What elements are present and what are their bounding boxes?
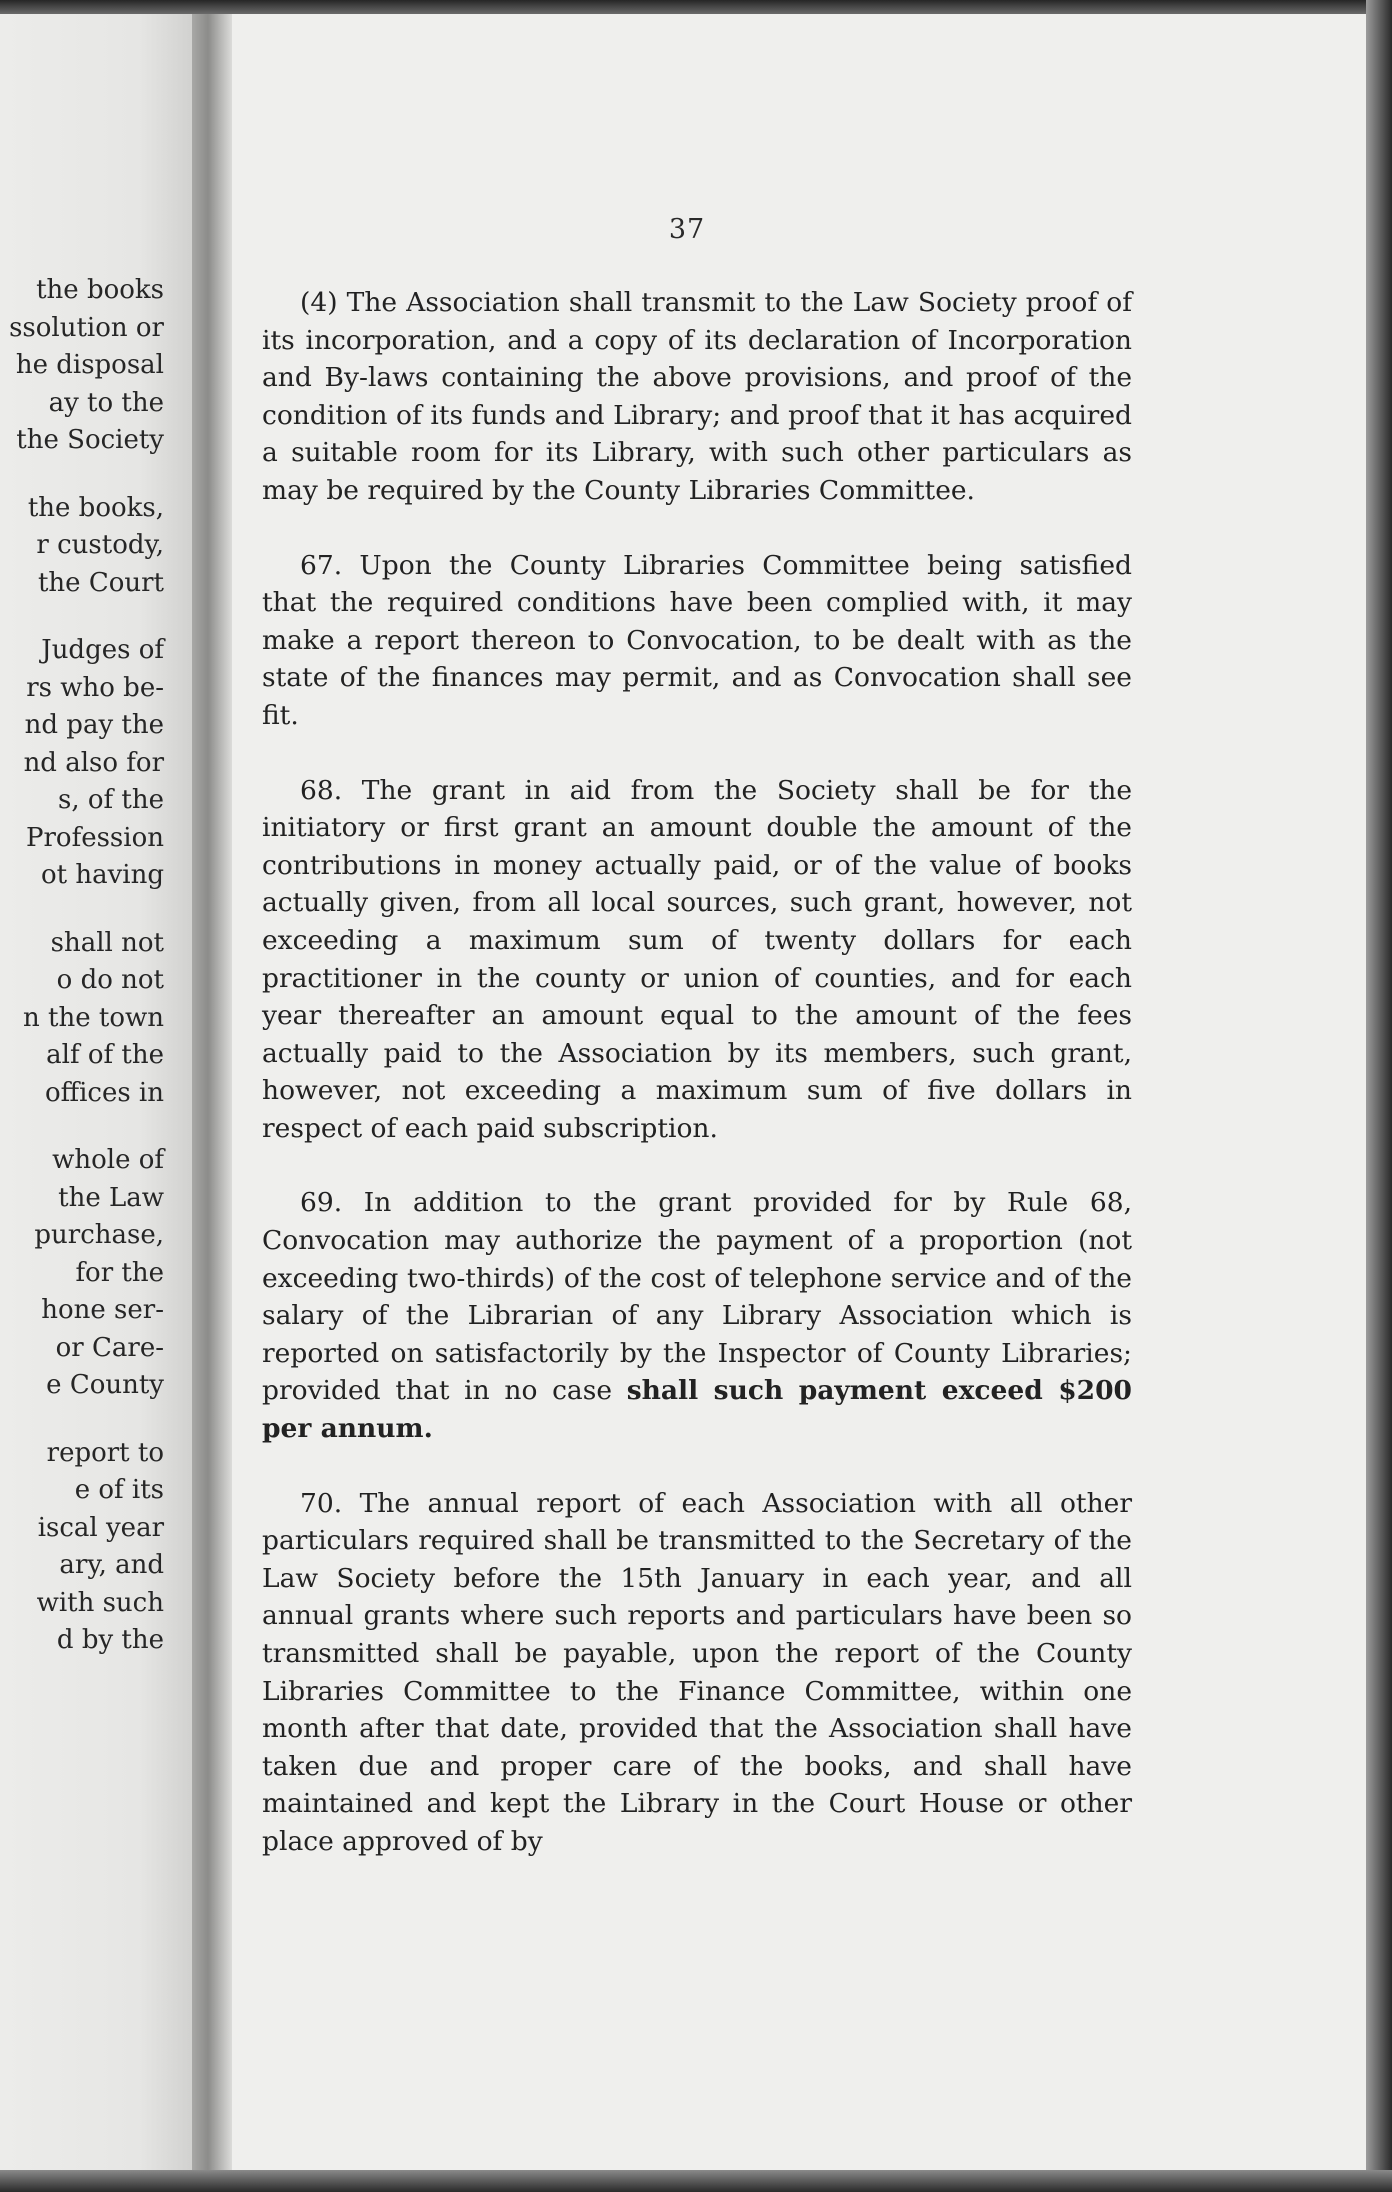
left-page-line: e County xyxy=(46,1370,164,1400)
left-page-line: with such xyxy=(36,1587,164,1618)
left-page-line: the Law xyxy=(58,1182,164,1213)
left-page-line: o do not xyxy=(56,965,164,995)
left-page-line: nd also for xyxy=(23,747,164,778)
left-page-line: the books xyxy=(36,275,164,305)
left-page-text xyxy=(0,272,164,1660)
left-page-gap xyxy=(0,460,164,490)
left-page-line: d by the xyxy=(56,1625,164,1655)
paragraph-rule-67: 67. Upon the County Libraries Committee being satisfied that the required conditions have been complied with, it may make a report thereon to Convocation, to be dealt with as the state of the finances may permit, and as Convocation shall see fit. xyxy=(262,549,1132,731)
left-page-line: rs who be- xyxy=(26,672,164,703)
left-page-line: the books, xyxy=(27,492,164,523)
left-page-line: nd pay the xyxy=(24,710,164,740)
scan-border-right xyxy=(1366,0,1392,2192)
left-page-line: or Care- xyxy=(55,1332,164,1363)
left-page-gap xyxy=(0,895,164,925)
paragraph-rule-68: 68. The grant in aid from the Society shall be for the initiatory or first grant an amount double the amount of the contributions in money actually paid, or of the value of books actually given, from all local sources, such grant, however, not exceeding a maximum sum of twenty dollars for each practitioner in the county or union of counties, and for each year thereafter an amount equal to the amount of the fees actually paid to the Association by its members, such grant, however, not exceeding a maximum sum of five dollars in respect of each paid subscription. xyxy=(262,774,1132,1144)
left-page-line: Judges of xyxy=(41,635,164,665)
left-page-line: ot having xyxy=(40,860,164,890)
left-page-line: hone ser- xyxy=(41,1295,164,1325)
left-page-line: offices in xyxy=(44,1077,164,1108)
left-page-line: he disposal xyxy=(15,350,164,380)
paragraph-rule-69-emphasis: shall such payment exceed $200 per annum. xyxy=(262,1375,1132,1445)
left-page-line: ay to the xyxy=(48,387,164,418)
paragraph-rule-66-4: (4) The Association shall transmit to the Law Society proof of its incorporation, and a copy of its declaration of Incorporation and By-laws containing the above provisions, and proof of the condition of its funds and Library; and proof that it has acquired a suitable room for its Library, with such other particulars as may be required by the County Libraries Committee. xyxy=(262,287,1132,506)
left-page-gap xyxy=(0,1405,164,1435)
left-page-line: alf of the xyxy=(46,1040,164,1070)
page-number: 37 xyxy=(668,214,706,245)
left-page-line: n the town xyxy=(23,1002,164,1033)
left-page-line: e of its xyxy=(74,1475,164,1505)
left-page-gap xyxy=(0,602,164,632)
left-page-line: the Court xyxy=(37,567,164,598)
left-page-line: whole of xyxy=(52,1145,164,1175)
left-page-line: the Society xyxy=(16,425,164,455)
book-gutter xyxy=(192,14,232,2170)
paragraph-rule-70: 70. The annual report of each Association with all other particulars required shall be transmitted to the Secretary of the Law Society before the 15th January in each year, and all annual grants where such reports and particulars have been so transmitted shall be payable, upon the report of the County Libraries Committee to the Finance Committee, within one month after that date, provided that the Association shall have taken due and proper care of the books, and shall have maintained and kept the Library in the Court House or other place approved of by xyxy=(262,1487,1132,1857)
left-page-line: Profession xyxy=(26,822,164,853)
left-page-line: for the xyxy=(75,1257,164,1288)
left-page-line: shall not xyxy=(50,927,164,958)
left-page-line: report to xyxy=(46,1437,164,1468)
left-page-line: iscal year xyxy=(37,1512,164,1543)
left-page-gap xyxy=(0,1112,164,1142)
left-page xyxy=(0,14,198,2170)
left-page-line: ssolution or xyxy=(9,312,164,343)
scan-border-top xyxy=(0,0,1392,14)
left-page-line: purchase, xyxy=(34,1220,164,1250)
left-page-line: s, of the xyxy=(58,785,164,815)
paragraph-rule-69-text: 69. In addition to the grant provided for by Rule 68, Convocation may authorize the payment of a proportion (not exceeding two-thirds) of the cost of telephone service and of the salary of the Librarian of any Library Association which is reported on satisfactorily by the Inspector of County Libraries; provided that in no case xyxy=(262,1187,1132,1407)
left-page-line: ary, and xyxy=(59,1550,164,1580)
scan-border-bottom xyxy=(0,2170,1392,2192)
page-body xyxy=(262,284,1132,1898)
paragraph-rule-69 xyxy=(262,1184,1132,1447)
left-page-line: r custody, xyxy=(36,530,164,560)
